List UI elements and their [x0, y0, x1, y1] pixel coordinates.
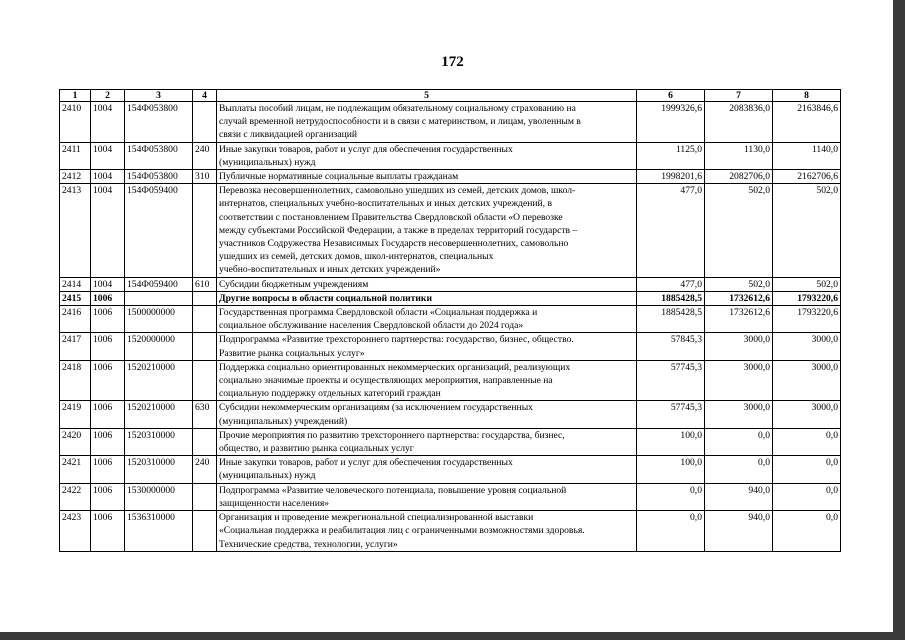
amount-year-2: 3000,0 — [705, 401, 773, 428]
target-article-code: 1520210000 — [125, 401, 193, 428]
amount-year-1: 477,0 — [637, 184, 705, 277]
amount-year-1: 100,0 — [637, 456, 705, 483]
page-number: 172 — [441, 54, 464, 70]
amount-year-2: 502,0 — [705, 184, 773, 277]
row-number: 2410 — [60, 102, 91, 143]
amount-year-3: 0,0 — [773, 456, 841, 483]
section-code: 1006 — [91, 333, 125, 360]
amount-year-2: 940,0 — [705, 483, 773, 510]
table-row — [60, 170, 841, 184]
section-code: 1006 — [91, 456, 125, 483]
target-article-code: 1520000000 — [125, 333, 193, 360]
table-row — [60, 142, 841, 169]
table-row — [60, 360, 841, 401]
row-number: 2420 — [60, 428, 91, 455]
row-description: Субсидии бюджетным учреждениям — [217, 277, 637, 291]
table-header-row — [60, 90, 841, 102]
row-description: Другие вопросы в области социальной политики — [217, 291, 637, 305]
target-article-code: 154Ф053800 — [125, 170, 193, 184]
table-row — [60, 511, 841, 552]
amount-year-1: 1885428,5 — [637, 291, 705, 305]
col-header: 7 — [705, 90, 773, 102]
col-header: 5 — [217, 90, 637, 102]
amount-year-3: 1140,0 — [773, 142, 841, 169]
expense-type-code — [193, 428, 217, 455]
row-number: 2417 — [60, 333, 91, 360]
row-description: Государственная программа Свердловской области «Социальная поддержка и социальное обслуживание населения Свердловской области до 2024 года» — [217, 306, 637, 333]
scan-edge-bottom — [0, 632, 905, 640]
target-article-code: 1500000000 — [125, 306, 193, 333]
table-row — [60, 401, 841, 428]
row-description: Подпрограмма «Развитие человеческого потенциала, повышение уровня социальной защищенности населения» — [217, 483, 637, 510]
row-description: Организация и проведение межрегиональной специализированной выставки «Социальная поддержка и реабилитация лиц с ограниченными возможностями здоровья. Технические средства, технологии, услуги» — [217, 511, 637, 552]
section-code: 1004 — [91, 170, 125, 184]
expense-type-code — [193, 360, 217, 401]
row-description: Подпрограмма «Развитие трехстороннего партнерства: государство, бизнес, общество. Развитие рынка социальных услуг» — [217, 333, 637, 360]
amount-year-2: 1732612,6 — [705, 291, 773, 305]
row-number: 2423 — [60, 511, 91, 552]
amount-year-1: 0,0 — [637, 511, 705, 552]
amount-year-1: 1885428,5 — [637, 306, 705, 333]
amount-year-2: 2082706,0 — [705, 170, 773, 184]
amount-year-2: 3000,0 — [705, 360, 773, 401]
section-code: 1006 — [91, 401, 125, 428]
table-row — [60, 102, 841, 143]
amount-year-1: 57745,3 — [637, 360, 705, 401]
table-row — [60, 277, 841, 291]
expense-type-code — [193, 102, 217, 143]
target-article-code: 154Ф059400 — [125, 184, 193, 277]
amount-year-2: 3000,0 — [705, 333, 773, 360]
amount-year-1: 477,0 — [637, 277, 705, 291]
amount-year-2: 940,0 — [705, 511, 773, 552]
amount-year-3: 1793220,6 — [773, 306, 841, 333]
amount-year-1: 57845,3 — [637, 333, 705, 360]
row-number: 2422 — [60, 483, 91, 510]
row-number: 2411 — [60, 142, 91, 169]
target-article-code: 1536310000 — [125, 511, 193, 552]
amount-year-1: 0,0 — [637, 483, 705, 510]
section-code: 1006 — [91, 428, 125, 455]
amount-year-3: 3000,0 — [773, 333, 841, 360]
row-number: 2415 — [60, 291, 91, 305]
amount-year-1: 1125,0 — [637, 142, 705, 169]
table-row — [60, 483, 841, 510]
row-description: Публичные нормативные социальные выплаты гражданам — [217, 170, 637, 184]
amount-year-2: 1130,0 — [705, 142, 773, 169]
budget-table — [59, 89, 841, 552]
col-header: 4 — [193, 90, 217, 102]
table-row — [60, 306, 841, 333]
target-article-code: 154Ф059400 — [125, 277, 193, 291]
row-description: Субсидии некоммерческим организациям (за исключением государственных (муниципальных) учреждений) — [217, 401, 637, 428]
row-number: 2412 — [60, 170, 91, 184]
row-description: Перевозка несовершеннолетних, самовольно ушедших из семей, детских домов, школ- интернатов, специальных учебно-воспитательных и иных детских учреждений, в соответствии с постановлением Правительства Свердловской области «О перевозке между субъектами Российской Федерации, а также в пределах территорий государств – участников Содружества Независимых Государств несовершеннолетних, самовольно ушедших из семей, детских домов, школ-интернатов, специальных учебно-воспитательных и иных детских учреждений» — [217, 184, 637, 277]
scan-edge-right — [893, 0, 905, 640]
col-header: 6 — [637, 90, 705, 102]
expense-type-code: 310 — [193, 170, 217, 184]
amount-year-1: 1998201,6 — [637, 170, 705, 184]
row-description: Иные закупки товаров, работ и услуг для обеспечения государственных (муниципальных) нужд — [217, 142, 637, 169]
section-code: 1004 — [91, 277, 125, 291]
target-article-code: 1530000000 — [125, 483, 193, 510]
section-code: 1006 — [91, 511, 125, 552]
section-code: 1004 — [91, 142, 125, 169]
amount-year-2: 1732612,6 — [705, 306, 773, 333]
target-article-code: 154Ф053800 — [125, 102, 193, 143]
amount-year-3: 0,0 — [773, 428, 841, 455]
amount-year-3: 502,0 — [773, 184, 841, 277]
section-code: 1004 — [91, 102, 125, 143]
row-description: Выплаты пособий лицам, не подлежащим обязательному социальному страхованию на случай временной нетрудоспособности и в связи с материнством, и лицам, уволенным в связи с ликвидацией организаций — [217, 102, 637, 143]
expense-type-code — [193, 306, 217, 333]
amount-year-2: 0,0 — [705, 428, 773, 455]
expense-type-code — [193, 184, 217, 277]
amount-year-2: 0,0 — [705, 456, 773, 483]
table-row — [60, 428, 841, 455]
amount-year-2: 2083836,0 — [705, 102, 773, 143]
row-number: 2418 — [60, 360, 91, 401]
section-code: 1004 — [91, 184, 125, 277]
table-row — [60, 456, 841, 483]
amount-year-3: 502,0 — [773, 277, 841, 291]
col-header: 2 — [91, 90, 125, 102]
amount-year-3: 2162706,6 — [773, 170, 841, 184]
target-article-code: 1520310000 — [125, 428, 193, 455]
section-code: 1006 — [91, 291, 125, 305]
expense-type-code: 240 — [193, 456, 217, 483]
section-code: 1006 — [91, 483, 125, 510]
amount-year-3: 3000,0 — [773, 401, 841, 428]
table-row — [60, 184, 841, 277]
expense-type-code — [193, 511, 217, 552]
row-number: 2414 — [60, 277, 91, 291]
amount-year-3: 1793220,6 — [773, 291, 841, 305]
row-number: 2413 — [60, 184, 91, 277]
target-article-code — [125, 291, 193, 305]
row-description: Поддержка социально ориентированных некоммерческих организаций, реализующих социально значимые проекты и осуществляющих мероприятия, направленные на социальную поддержку отдельных категорий граждан — [217, 360, 637, 401]
row-number: 2416 — [60, 306, 91, 333]
amount-year-1: 100,0 — [637, 428, 705, 455]
table-row — [60, 291, 841, 305]
row-description: Прочие мероприятия по развитию трехстороннего партнерства: государства, бизнес, общество, и развитию рынка социальных услуг — [217, 428, 637, 455]
expense-type-code — [193, 291, 217, 305]
expense-type-code: 610 — [193, 277, 217, 291]
amount-year-3: 0,0 — [773, 483, 841, 510]
amount-year-3: 3000,0 — [773, 360, 841, 401]
amount-year-3: 0,0 — [773, 511, 841, 552]
row-number: 2421 — [60, 456, 91, 483]
expense-type-code: 240 — [193, 142, 217, 169]
expense-type-code: 630 — [193, 401, 217, 428]
expense-type-code — [193, 333, 217, 360]
col-header: 1 — [60, 90, 91, 102]
target-article-code: 154Ф053800 — [125, 142, 193, 169]
target-article-code: 1520310000 — [125, 456, 193, 483]
row-description: Иные закупки товаров, работ и услуг для обеспечения государственных (муниципальных) нужд — [217, 456, 637, 483]
amount-year-1: 1999326,6 — [637, 102, 705, 143]
section-code: 1006 — [91, 306, 125, 333]
col-header: 8 — [773, 90, 841, 102]
table-row — [60, 333, 841, 360]
amount-year-3: 2163846,6 — [773, 102, 841, 143]
col-header: 3 — [125, 90, 193, 102]
amount-year-2: 502,0 — [705, 277, 773, 291]
amount-year-1: 57745,3 — [637, 401, 705, 428]
target-article-code: 1520210000 — [125, 360, 193, 401]
section-code: 1006 — [91, 360, 125, 401]
expense-type-code — [193, 483, 217, 510]
row-number: 2419 — [60, 401, 91, 428]
